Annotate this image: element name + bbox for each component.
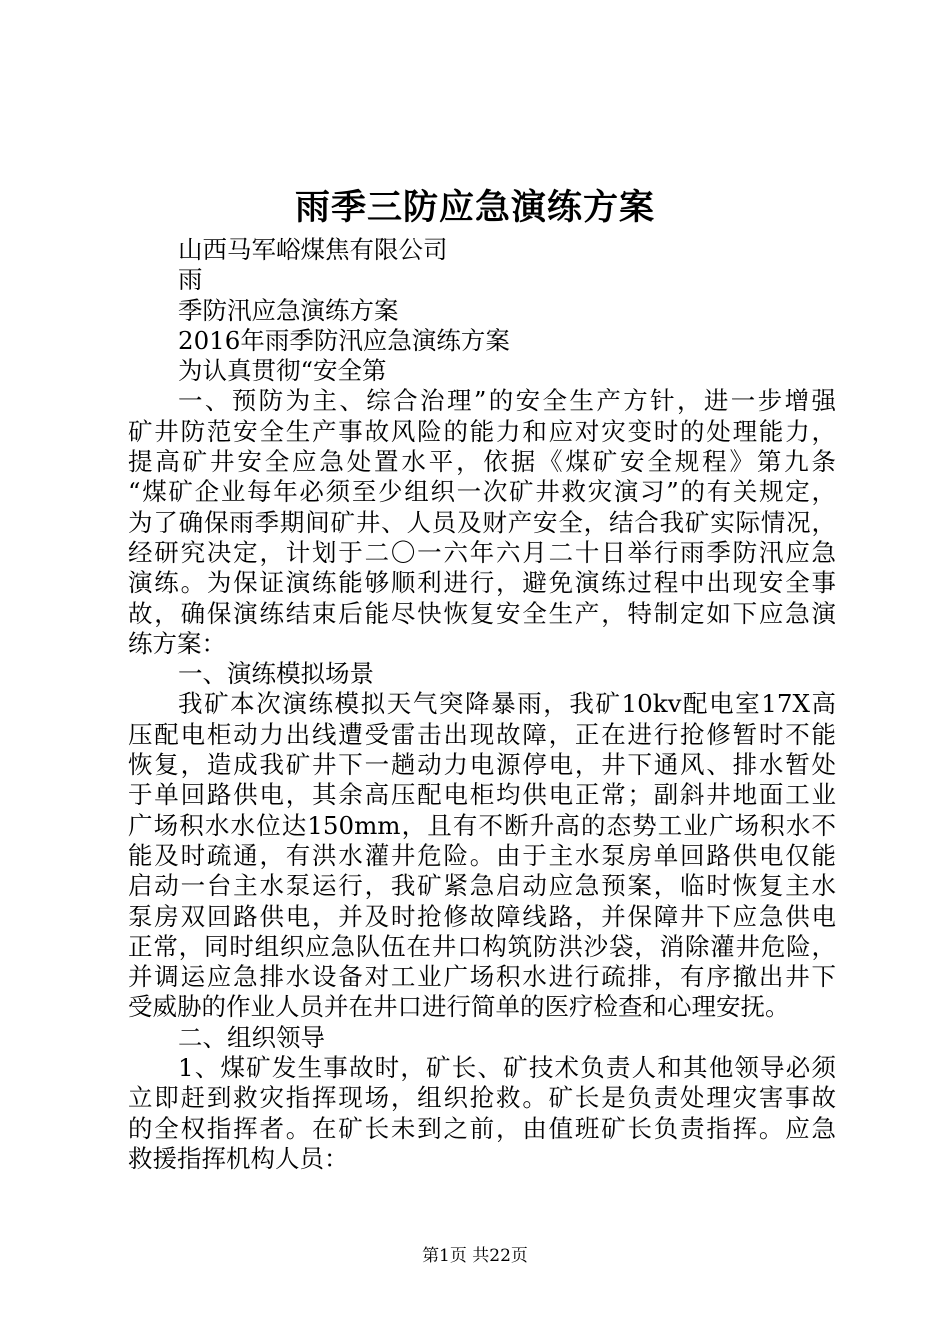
text-line: 于单回路供电，其余高压配电柜均供电正常；副斜井地面工业 bbox=[128, 780, 836, 810]
text-line: 演练。为保证演练能够顺利进行，避免演练过程中出现安全事 bbox=[128, 568, 836, 598]
text-line: 故，确保演练结束后能尽快恢复安全生产，特制定如下应急演 bbox=[128, 598, 836, 628]
text-line: 雨 bbox=[178, 265, 203, 295]
text-line: 立即赶到救灾指挥现场，组织抢救。矿长是负责处理灾害事故 bbox=[128, 1083, 836, 1113]
text-line: 我矿本次演练模拟天气突降暴雨，我矿10kv配电室17X高 bbox=[178, 689, 836, 719]
document-title: 雨季三防应急演练方案 bbox=[294, 188, 655, 228]
section-heading: 一、演练模拟场景 bbox=[178, 659, 374, 689]
section-heading: 二、组织领导 bbox=[178, 1022, 325, 1052]
text-line: 经研究决定，计划于二〇一六年六月二十日举行雨季防汛应急 bbox=[128, 537, 836, 567]
text-line: 练方案： bbox=[128, 628, 226, 658]
text-line: “煤矿企业每年必须至少组织一次矿井救灾演习”的有关规定， bbox=[128, 477, 836, 507]
text-line: 并调运应急排水设备对工业广场积水进行疏排，有序撤出井下 bbox=[128, 962, 836, 992]
text-line: 正常，同时组织应急队伍在井口构筑防洪沙袋，消除灌井危险， bbox=[128, 931, 836, 961]
text-line: 恢复，造成我矿井下一趟动力电源停电，井下通风、排水暂处 bbox=[128, 750, 836, 780]
text-line: 季防汛应急演练方案 bbox=[178, 295, 399, 325]
document-body bbox=[128, 235, 836, 1174]
text-line: 的全权指挥者。在矿长未到之前，由值班矿长负责指挥。应急 bbox=[128, 1113, 836, 1143]
text-line: 广场积水水位达150mm，且有不断升高的态势工业广场积水不 bbox=[128, 810, 836, 840]
page-number-footer: 第1页 共22页 bbox=[422, 1246, 528, 1266]
text-line: 山西马军峪煤焦有限公司 bbox=[178, 235, 448, 264]
text-line: 为了确保雨季期间矿井、人员及财产安全，结合我矿实际情况， bbox=[128, 507, 836, 537]
text-line: 1、煤矿发生事故时，矿长、矿技术负责人和其他领导必须 bbox=[178, 1053, 836, 1083]
text-line: 启动一台主水泵运行，我矿紧急启动应急预案，临时恢复主水 bbox=[128, 871, 836, 901]
text-line: 压配电柜动力出线遭受雷击出现故障，正在进行抢修暂时不能 bbox=[128, 719, 836, 749]
text-line: 矿井防范安全生产事故风险的能力和应对灾变时的处理能力， bbox=[128, 416, 836, 446]
text-line: 2016年雨季防汛应急演练方案 bbox=[178, 325, 510, 355]
text-line: 救援指挥机构人员： bbox=[128, 1143, 349, 1173]
text-line: 泵房双回路供电，并及时抢修故障线路，并保障井下应急供电 bbox=[128, 901, 836, 931]
text-line: 一、预防为主、综合治理”的安全生产方针，进一步增强 bbox=[178, 386, 836, 416]
text-line: 能及时疏通，有洪水灌井危险。由于主水泵房单回路供电仅能 bbox=[128, 840, 836, 870]
text-line: 为认真贯彻“安全第 bbox=[178, 356, 387, 386]
text-line: 受威胁的作业人员并在井口进行简单的医疗检查和心理安抚。 bbox=[128, 992, 790, 1022]
text-line: 提高矿井安全应急处置水平，依据《煤矿安全规程》第九条 bbox=[128, 447, 836, 477]
